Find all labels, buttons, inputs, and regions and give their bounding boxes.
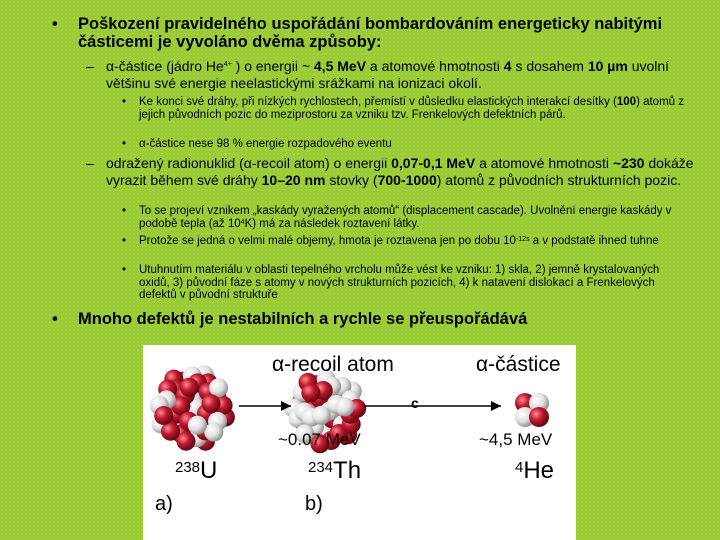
alpha-arrow-head	[491, 401, 501, 411]
bullet-main-2-text: Mnoho defektů je nestabilních a rychle se přeuspořádává	[78, 310, 528, 328]
bullet-marker: •	[52, 15, 58, 33]
dot-marker: •	[122, 96, 127, 108]
alpha-tail: uvolní většinu své energie neelastickými srážkami na ionizaci okolí.	[106, 58, 670, 91]
proton	[154, 406, 173, 425]
caption-b: b)	[305, 493, 323, 515]
alpha-mid3: s dosahem	[511, 58, 588, 74]
recoil-energy-label: ~0.07 MeV	[278, 430, 361, 449]
alpha-mid2: a atomové hmotnosti	[366, 58, 504, 74]
dot-marker: •	[122, 138, 127, 150]
decay-figure	[143, 345, 576, 540]
dot-marker: •	[122, 264, 127, 276]
point-bold: 100	[616, 96, 637, 108]
dot-marker: •	[122, 235, 127, 247]
alpha-mass: 4	[503, 58, 512, 74]
recoil-mid3: stovky (	[325, 171, 378, 188]
recoil-mid1: a atomové hmotnosti	[475, 155, 613, 171]
sub-bullet-recoil-text	[106, 155, 696, 188]
point-text: a v podstatě ihned tuhne	[529, 235, 659, 247]
thorium-label	[308, 457, 361, 485]
recoil-lead: odražený radionuklid (α-recoil atom) o energii	[106, 155, 392, 171]
recoil-mass: ~230	[612, 155, 645, 171]
point-text: Protože se jedná o velmi malé objemy, hmota je roztavena jen po dobu 10	[139, 235, 516, 247]
recoil-tail: ) atomů z původních strukturních pozic.	[436, 171, 682, 188]
recoil-heading: α-recoil atom	[272, 353, 394, 376]
point-recoil-2-text	[139, 235, 684, 248]
bullet-main-1-text: Poškození pravidelného uspořádání bombardováním energeticky nabitými částicemi je vyvoláno dvěma způsoby:	[78, 15, 663, 51]
helium-symbol: He	[523, 457, 555, 484]
arrow-label: c	[411, 395, 419, 411]
neutron	[312, 406, 331, 425]
proton	[301, 383, 320, 402]
proton	[180, 378, 199, 397]
recoil-range: 10–20 nm	[261, 171, 326, 188]
proton	[529, 407, 549, 427]
point-alpha-2-text: α-částice nese 98 % energie rozpadového eventu	[139, 138, 392, 150]
thorium-mass: 234	[308, 459, 334, 476]
recoil-atoms: 700-1000	[377, 171, 437, 188]
proton	[202, 394, 221, 413]
point-recoil-1-text	[139, 205, 684, 230]
point-text: To se projeví vznikem „kaskády vyražených atomů“ (displacement cascade). Uvolnění energie kaskády v podobě tepla (až 10	[139, 205, 672, 230]
uranium-mass: 238	[175, 459, 201, 476]
dot-marker: •	[122, 205, 127, 217]
dash-marker: –	[86, 155, 94, 171]
point-text: Ke konci své dráhy, při nízkých rychlostech, přemístí v důsledku elastických interakcí desítky (	[139, 96, 617, 108]
thorium-symbol: Th	[333, 457, 362, 484]
alpha-range: 10 µm	[587, 58, 628, 74]
sub-bullet-alpha-text	[106, 58, 696, 91]
neutron	[204, 423, 223, 442]
point-text: K) má za následek roztavení látky.	[244, 217, 420, 230]
bullet-main-1	[52, 15, 702, 55]
alpha-energy: 4,5 MeV	[313, 58, 367, 74]
alpha-lead: α-částice (jádro He	[106, 58, 224, 74]
uranium-symbol: U	[200, 457, 218, 484]
alpha-charge-sup: 4+	[223, 61, 232, 68]
alpha-mid1: ) o energii ~	[231, 58, 314, 74]
neutron	[188, 416, 207, 435]
recoil-mid2: dokáže vyrazit během své dráhy	[106, 155, 694, 188]
alpha-energy-label: ~4,5 MeV	[479, 430, 553, 449]
dash-marker: –	[86, 58, 94, 74]
caption-a: a)	[155, 493, 173, 515]
bullet-marker: •	[52, 310, 58, 328]
neutron	[335, 397, 354, 416]
helium-nucleus	[515, 393, 549, 427]
uranium-nucleus	[150, 365, 235, 450]
point-sup: -12s	[515, 236, 530, 243]
helium-mass: 4	[515, 459, 524, 476]
alpha-heading: α-částice	[476, 353, 561, 376]
helium-label	[515, 457, 554, 485]
uranium-label	[175, 457, 217, 485]
recoil-energy: 0,07-0,1 MeV	[391, 155, 476, 171]
point-text: ) atomů z jejich původních pozic do meziprostoru za vzniku tzv. Frenkelových defektních párů.	[139, 96, 684, 121]
point-alpha-1-text	[139, 96, 684, 121]
point-recoil-3-text: Utuhnutím materiálu v oblasti tepelného vrcholu může vést ke vzniku: 1) skla, 2) jemně krystalovaných oxidů, 3) původní fáze s atomy v nových strukturních pozicích, 4) k natavení dislokací a Frenkelových defektů v původní struktuře	[139, 264, 660, 301]
point-sup: 4	[240, 218, 245, 226]
